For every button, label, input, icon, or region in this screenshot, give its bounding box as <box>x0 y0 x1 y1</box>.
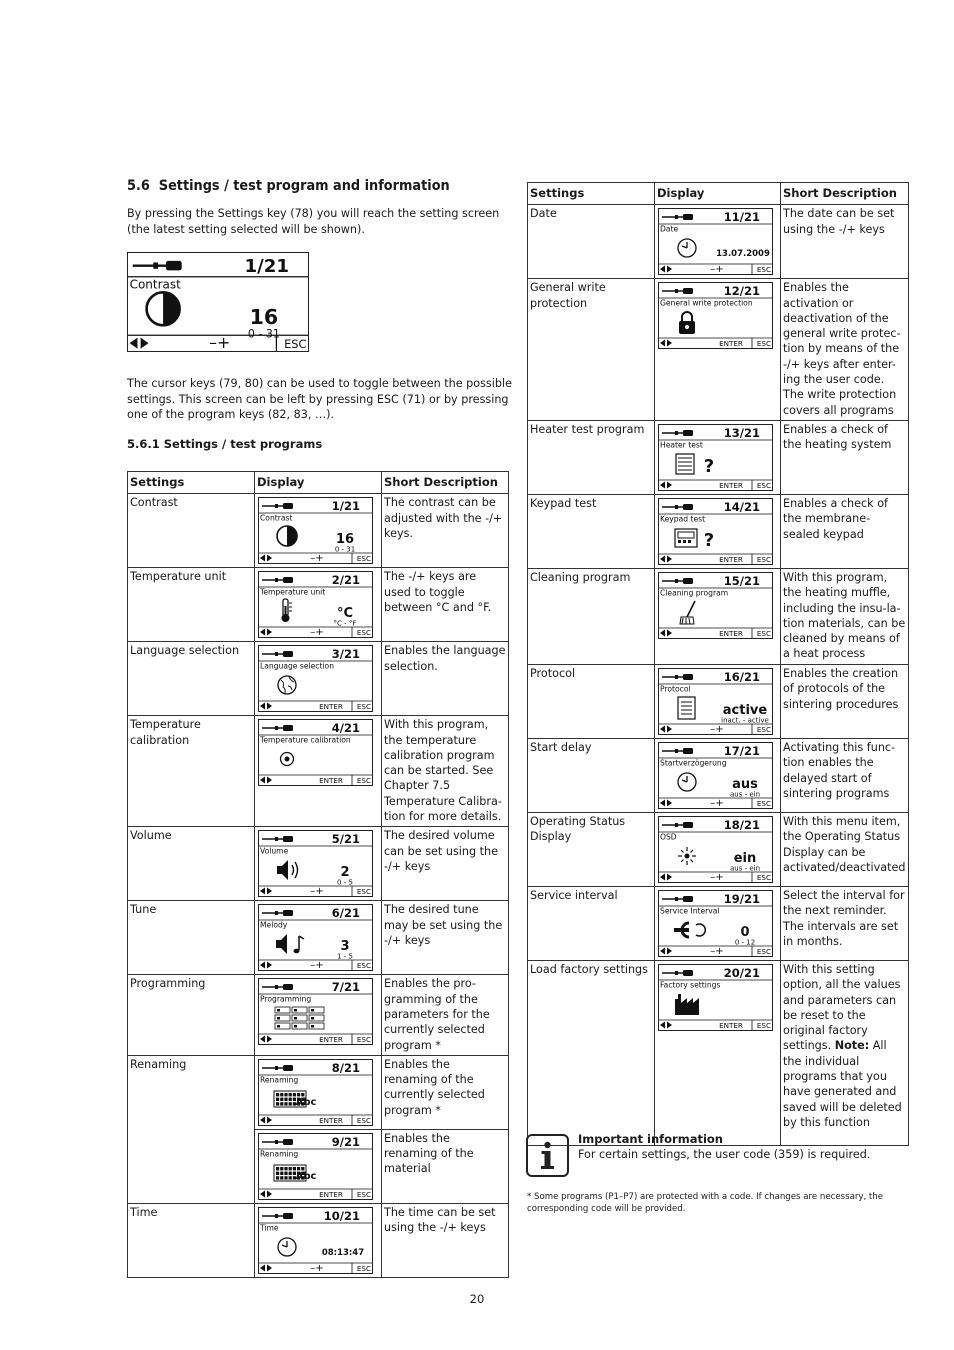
setting-description: With this setting option, all the values and parameters can be reset to the original factory settings. Note: All the individual programs that you have generated and saved will be deleted by this function <box>781 960 909 1145</box>
probe-icon <box>262 1065 293 1071</box>
probe-icon <box>662 674 693 680</box>
table-row <box>128 1055 509 1129</box>
screen-esc: ESC <box>356 1115 371 1125</box>
screen-esc: ESC <box>756 724 771 734</box>
screen-value: ein <box>733 850 757 866</box>
screen-counter: 19/21 <box>723 891 760 906</box>
lcd-screen <box>658 964 773 1031</box>
screen-esc: ESC <box>756 872 771 882</box>
arrow-keys-icon <box>260 888 272 895</box>
table-row <box>528 664 909 738</box>
setting-name: Temperature calibration <box>128 716 255 827</box>
probe-icon <box>662 578 693 584</box>
screen-footer: –+ <box>310 1262 324 1273</box>
display-screen <box>255 1129 382 1203</box>
screen-counter: 5/21 <box>331 832 360 847</box>
screen-value: active <box>722 702 768 718</box>
info-text: For certain settings, the user code (359) is required. <box>578 1148 871 1161</box>
setting-name: Start delay <box>528 738 655 812</box>
screen-value: ? <box>703 529 715 551</box>
lcd-screen <box>658 816 773 883</box>
screen-esc: ESC <box>756 554 771 564</box>
setting-name: Keypad test <box>528 494 655 568</box>
setting-description: The desired tune may be set using the -/+ keys <box>382 901 509 975</box>
screen-name: Cleaning program <box>660 588 729 598</box>
screen-footer: –+ <box>710 264 724 275</box>
broom-icon <box>680 601 695 624</box>
screen-name: Contrast <box>260 513 293 523</box>
table-row <box>528 279 909 421</box>
display-screen <box>655 420 781 494</box>
screen-name: Language selection <box>260 661 335 671</box>
arrow-keys-icon <box>260 1264 272 1271</box>
probe-icon <box>662 214 693 220</box>
table-row <box>528 738 909 812</box>
screen-value: 13.07.2009 <box>716 249 770 260</box>
table-row <box>528 886 909 960</box>
display-screen <box>655 960 781 1145</box>
sun-icon <box>678 847 696 865</box>
setting-description: The time can be set using the -/+ keys <box>382 1203 509 1277</box>
thermometer-icon <box>282 599 293 622</box>
screen-footer: ENTER <box>719 554 743 564</box>
display-screen <box>255 901 382 975</box>
setting-description: Activating this func-tion enables the delayed start of sintering programs <box>781 738 909 812</box>
screen-name: Volume <box>260 846 289 856</box>
page-number: 20 <box>469 1292 485 1306</box>
screen-value: 0 <box>740 924 750 940</box>
lcd-screen <box>258 719 373 786</box>
speaker-note-icon <box>276 934 304 954</box>
display-screen <box>655 279 781 421</box>
screen-range: 0 - 5 <box>337 878 353 887</box>
cursor-paragraph: The cursor keys (79, 80) can be used to toggle between the possible settings. This screen can be left by pressing ESC (71) or by pressing one of the program keys (82, 83, …). <box>127 377 512 421</box>
setting-name: Protocol <box>528 664 655 738</box>
probe-icon <box>262 503 293 509</box>
screen-value: 2 <box>340 865 350 881</box>
screen-counter: 20/21 <box>723 965 760 980</box>
setting-name: Programming <box>128 975 255 1055</box>
arrow-keys-icon <box>260 1036 272 1043</box>
lcd-screen <box>658 424 773 491</box>
screen-name: Startverzögerung <box>660 758 727 768</box>
arrow-keys-icon <box>260 777 272 784</box>
probe-icon <box>262 1213 293 1219</box>
screen-esc: ESC <box>756 339 771 349</box>
screen-footer: –+ <box>209 332 231 351</box>
target-icon <box>281 753 294 766</box>
screen-esc: ESC <box>356 554 371 564</box>
probe-icon <box>662 504 693 510</box>
screen-footer: ENTER <box>719 480 743 490</box>
screen-name: Keypad test <box>660 514 706 524</box>
setting-name: Time <box>128 1203 255 1277</box>
arrow-keys-icon <box>260 1190 272 1197</box>
document-icon <box>678 697 695 719</box>
screen-counter: 3/21 <box>331 647 360 662</box>
display-screen <box>655 886 781 960</box>
arrow-keys-icon <box>260 1116 272 1123</box>
screen-counter: 15/21 <box>723 573 760 588</box>
setting-name: Cleaning program <box>528 568 655 664</box>
display-screen <box>255 716 382 827</box>
lcd-screen <box>658 742 773 809</box>
display-screen <box>255 1203 382 1277</box>
heater-icon <box>676 454 694 474</box>
display-screen <box>655 738 781 812</box>
probe-icon <box>662 748 693 754</box>
setting-name: Volume <box>128 827 255 901</box>
setting-description: Enables a check of the membrane-sealed keypad <box>781 494 909 568</box>
screen-esc: ESC <box>356 702 371 712</box>
setting-description: Enables the creation of protocols of the sintering procedures <box>781 664 909 738</box>
arrow-keys-icon <box>660 266 672 273</box>
screen-footer: –+ <box>710 945 724 956</box>
note-text: All the individual programs that you have generated and saved will be deleted by this function <box>783 1039 902 1129</box>
screen-esc: ESC <box>756 1020 771 1030</box>
screen-range: aus - ein <box>729 864 761 873</box>
setting-description: Enables the language selection. <box>382 642 509 716</box>
screen-footer: ENTER <box>319 776 343 786</box>
table-row <box>128 975 509 1055</box>
screen-counter: 14/21 <box>723 499 760 514</box>
lcd-screen <box>258 1207 373 1274</box>
lcd-screen <box>658 282 773 349</box>
setting-description: The desired volume can be set using the -/+ keys <box>382 827 509 901</box>
wrench-icon <box>674 923 705 937</box>
screen-name: Contrast <box>129 277 181 292</box>
screen-name: Time <box>260 1223 279 1233</box>
setting-name: Load factory settings <box>528 960 655 1145</box>
screen-name: Renaming <box>260 1075 299 1085</box>
table-row <box>528 205 909 279</box>
header-settings: Settings <box>128 472 255 494</box>
footnote: * Some programs (P1–P7) are protected with a code. If changes are necessary, the corresponding code will be provided. <box>527 1192 884 1214</box>
display-screen <box>255 494 382 568</box>
screen-counter: 7/21 <box>331 980 360 995</box>
display-screen <box>255 642 382 716</box>
screen-range: 0 - 12 <box>734 938 756 947</box>
keypad-icon <box>675 529 697 547</box>
screen-footer: –+ <box>310 627 324 638</box>
screen-name: Heater test <box>660 440 703 450</box>
settings-table-left <box>127 471 509 1278</box>
screen-counter: 9/21 <box>331 1134 360 1149</box>
lcd-screen <box>658 208 773 275</box>
lcd-screen <box>658 498 773 565</box>
table-row <box>528 494 909 568</box>
header-description: Short Description <box>382 472 509 494</box>
table-row <box>128 1129 509 1203</box>
probe-icon <box>262 651 293 657</box>
screen-counter: 8/21 <box>331 1060 360 1075</box>
lcd-screen <box>258 645 373 712</box>
clock-icon <box>678 773 696 791</box>
arrow-keys-icon <box>660 799 672 806</box>
display-screen <box>255 827 382 901</box>
screen-range: inact. - active <box>721 716 769 725</box>
table-row <box>128 716 509 827</box>
screen-counter: 13/21 <box>723 425 760 440</box>
factory-icon <box>675 994 699 1015</box>
screen-footer: –+ <box>310 553 324 564</box>
arrow-keys-icon <box>660 629 672 636</box>
display-screen <box>255 975 382 1055</box>
screen-name: OSD <box>660 832 677 842</box>
setting-description: Enables the renaming of the currently selected program * <box>382 1055 509 1129</box>
screen-name: General write protection <box>660 298 753 308</box>
display-screen <box>655 205 781 279</box>
screen-esc: ESC <box>756 946 771 956</box>
arrow-keys-icon <box>260 703 272 710</box>
table-row <box>528 960 909 1145</box>
globe-icon <box>278 676 296 694</box>
probe-icon <box>133 261 182 270</box>
screen-footer: ENTER <box>719 339 743 349</box>
probe-icon <box>662 822 693 828</box>
table-row <box>528 812 909 886</box>
arrow-keys-icon <box>660 873 672 880</box>
display-screen <box>655 664 781 738</box>
contrast-screen-large <box>127 252 309 352</box>
lcd-screen <box>258 1133 373 1200</box>
screen-name: Protocol <box>660 684 691 694</box>
setting-description: Select the interval for the next reminder. The intervals are set in months. <box>781 886 909 960</box>
setting-name: Heater test program <box>528 420 655 494</box>
setting-name: General write protection <box>528 279 655 421</box>
info-title: Important information <box>578 1132 723 1146</box>
speaker-icon <box>277 860 298 880</box>
screen-footer: –+ <box>310 886 324 897</box>
arrow-keys-icon <box>660 725 672 732</box>
screen-name: Service Interval <box>660 906 720 916</box>
screen-name: Factory settings <box>660 980 721 990</box>
arrow-keys-icon <box>660 555 672 562</box>
screen-range: 0 - 31 <box>334 545 356 554</box>
table-row <box>128 494 509 568</box>
screen-esc: ESC <box>356 961 371 971</box>
header-display: Display <box>655 183 781 205</box>
screen-esc: ESC <box>356 1035 371 1045</box>
probe-icon <box>262 836 293 842</box>
table-row <box>128 901 509 975</box>
lcd-screen <box>258 571 373 638</box>
screen-esc: ESC <box>756 798 771 808</box>
arrow-keys-icon <box>260 629 272 636</box>
screen-counter: 12/21 <box>723 284 760 299</box>
probe-icon <box>262 725 293 731</box>
setting-name: Service interval <box>528 886 655 960</box>
screen-footer: –+ <box>710 723 724 734</box>
screen-counter: 1/21 <box>331 499 360 514</box>
setting-description: Enables a check of the heating system <box>781 420 909 494</box>
screen-esc: ESC <box>756 628 771 638</box>
setting-description: Enables the pro-gramming of the parameters for the currently selected program * <box>382 975 509 1055</box>
screen-value: °C <box>336 606 354 622</box>
screen-value: 16 <box>249 305 279 330</box>
half-circle-icon <box>147 292 180 325</box>
screen-esc: ESC <box>284 336 307 351</box>
screen-name: Date <box>660 224 679 234</box>
header-settings: Settings <box>528 183 655 205</box>
screen-name: Melody <box>260 920 288 930</box>
lcd-screen <box>258 904 373 971</box>
screen-value: 08:13:47 <box>321 1247 365 1258</box>
screen-counter: 11/21 <box>723 210 760 225</box>
probe-icon <box>662 970 693 976</box>
setting-name: Contrast <box>128 494 255 568</box>
screen-footer: ENTER <box>319 1035 343 1045</box>
header-description: Short Description <box>781 183 909 205</box>
probe-icon <box>662 288 693 294</box>
setting-name <box>128 1129 255 1203</box>
screen-esc: ESC <box>356 776 371 786</box>
lcd-screen <box>258 978 373 1045</box>
clock-icon <box>678 239 696 257</box>
screen-esc: ESC <box>356 628 371 638</box>
lcd-screen <box>658 890 773 957</box>
screen-range: 1 - 5 <box>337 952 353 961</box>
table-row <box>528 568 909 664</box>
table-row <box>128 642 509 716</box>
screen-name: Temperature unit <box>260 587 326 597</box>
probe-icon <box>662 430 693 436</box>
screen-esc: ESC <box>756 265 771 275</box>
arrow-keys-icon <box>260 555 272 562</box>
screen-range: 0 - 31 <box>247 327 280 341</box>
screen-counter: 6/21 <box>331 906 360 921</box>
lcd-screen <box>658 572 773 639</box>
lcd-screen <box>258 830 373 897</box>
display-screen <box>255 1055 382 1129</box>
subsection-heading: 5.6.1 Settings / test programs <box>127 437 323 451</box>
note-label: Note: <box>834 1039 870 1053</box>
setting-name: Tune <box>128 901 255 975</box>
screen-esc: ESC <box>756 480 771 490</box>
arrow-keys-icon <box>130 338 149 349</box>
screen-counter: 10/21 <box>323 1208 360 1223</box>
screen-footer: ENTER <box>719 1020 743 1030</box>
lcd-screen <box>258 1059 373 1126</box>
screen-counter: 2/21 <box>331 573 360 588</box>
table-row <box>128 1203 509 1277</box>
screen-counter: 18/21 <box>723 817 760 832</box>
screen-esc: ESC <box>356 1189 371 1199</box>
setting-name: Language selection <box>128 642 255 716</box>
screen-footer: –+ <box>710 797 724 808</box>
probe-icon <box>662 896 693 902</box>
probe-icon <box>262 577 293 583</box>
display-screen <box>255 568 382 642</box>
screen-value: Abc <box>295 1170 317 1182</box>
screen-counter: 1/21 <box>244 255 290 277</box>
lcd-screen <box>258 497 373 564</box>
arrow-keys-icon <box>660 481 672 488</box>
screen-counter: 17/21 <box>723 743 760 758</box>
screen-name: Programming <box>260 994 312 1004</box>
screen-value: ? <box>703 455 715 477</box>
screen-range: aus - ein <box>729 790 761 799</box>
screen-footer: ENTER <box>319 1115 343 1125</box>
setting-name: Renaming <box>128 1055 255 1129</box>
clock-icon <box>278 1238 296 1256</box>
display-screen <box>655 568 781 664</box>
settings-table-right <box>527 182 909 1146</box>
screen-name: Temperature calibration <box>260 735 351 745</box>
table-row <box>128 568 509 642</box>
display-screen <box>655 494 781 568</box>
screen-esc: ESC <box>356 887 371 897</box>
setting-description: The contrast can be adjusted with the -/+ keys. <box>382 494 509 568</box>
screen-counter: 16/21 <box>723 669 760 684</box>
table-row <box>528 420 909 494</box>
lcd-screen <box>658 668 773 735</box>
screen-counter: 4/21 <box>331 721 360 736</box>
half-circle-icon <box>277 526 297 546</box>
screen-value: 16 <box>335 532 355 548</box>
section-heading: 5.6 Settings / test program and information <box>127 178 450 194</box>
setting-description: Enables the renaming of the material <box>382 1129 509 1203</box>
display-screen <box>655 812 781 886</box>
screen-footer: –+ <box>710 871 724 882</box>
screen-value: aus <box>732 776 758 792</box>
screen-footer: ENTER <box>719 628 743 638</box>
arrow-keys-icon <box>660 947 672 954</box>
arrow-keys-icon <box>660 1021 672 1028</box>
intro-paragraph: By pressing the Settings key (78) you will reach the setting screen (the latest setting selected will be shown). <box>127 207 500 236</box>
header-display: Display <box>255 472 382 494</box>
lock-icon <box>679 312 695 334</box>
setting-description: The -/+ keys are used to toggle between °C and °F. <box>382 568 509 642</box>
screen-value: 3 <box>340 939 350 955</box>
setting-name: Operating Status Display <box>528 812 655 886</box>
info-icon <box>526 1134 569 1177</box>
probe-icon <box>262 984 293 990</box>
screen-esc: ESC <box>356 1263 371 1273</box>
program-grid-icon <box>275 1007 324 1029</box>
arrow-keys-icon <box>260 962 272 969</box>
screen-footer: –+ <box>310 960 324 971</box>
setting-description: With this program, the heating muffle, including the insu-la-tion materials, can be cleaned by means of a heat process <box>781 568 909 664</box>
probe-icon <box>262 910 293 916</box>
arrow-keys-icon <box>660 340 672 347</box>
screen-footer: ENTER <box>319 702 343 712</box>
probe-icon <box>262 1139 293 1145</box>
table-row <box>128 827 509 901</box>
setting-description: Enables the activation or deactivation of the general write protec-tion by means of the -/+ keys after enter-ing the user code. The write protection covers all programs <box>781 279 909 421</box>
setting-name: Temperature unit <box>128 568 255 642</box>
setting-name: Date <box>528 205 655 279</box>
setting-description: The date can be set using the -/+ keys <box>781 205 909 279</box>
setting-description: With this program, the temperature calibration program can be started. See Chapter 7.5 Temperature Calibra-tion for more details. <box>382 716 509 827</box>
screen-footer: ENTER <box>319 1189 343 1199</box>
screen-name: Renaming <box>260 1149 299 1159</box>
screen-range: °C - °F <box>333 619 357 628</box>
screen-value: Abc <box>295 1096 317 1108</box>
setting-description: With this menu item, the Operating Status Display can be activated/deactivated <box>781 812 909 886</box>
